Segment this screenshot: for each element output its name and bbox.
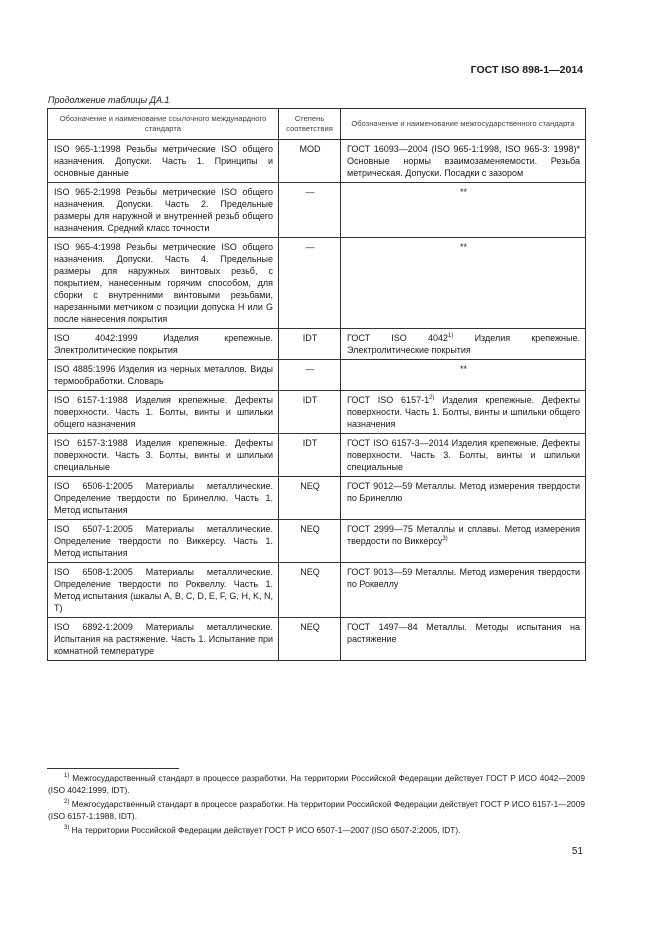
cell-gost-standard — [341, 391, 586, 434]
footnote-text: Межгосударственный стандарт в процессе разработки. На территории Российской Федерации действует ГОСТ Р ИСО 6157-1—2009 (ISO 6157-1:1988, IDT). — [48, 799, 585, 821]
cell-reference-standard: ISO 6157-3:1988 Изделия крепежные. Дефекты поверхности. Часть 3. Болты, винты и шпильки специальные — [48, 434, 279, 477]
footnote-ref: 1) — [448, 333, 454, 339]
cell-degree: IDT — [279, 391, 341, 434]
cell-degree: MOD — [279, 140, 341, 183]
cell-reference-standard: ISO 6507-1:2005 Материалы металлические. Определение твердости по Виккерсу. Часть 1. Метод испытания — [48, 520, 279, 563]
cell-degree: IDT — [279, 329, 341, 360]
cell-reference-standard: ISO 6157-1:1988 Изделия крепежные. Дефекты поверхности. Часть 1. Болты, винты и шпильки общего назначения — [48, 391, 279, 434]
cell-gost-standard: ГОСТ 16093—2004 (ISO 965-1:1998, ISO 965-3: 1998)* Основные нормы взаимозаменяемости. Резьба метрическая. Допуски. Посадки с зазором — [341, 140, 586, 183]
cell-degree: — — [279, 183, 341, 238]
cell-gost-standard: ** — [341, 360, 586, 391]
gost-text: ГОСТ ISO 4042 — [347, 333, 449, 343]
reference-standards-table — [47, 108, 586, 661]
cell-reference-standard: ISO 965-2:1998 Резьбы метрические ISO общего назначения. Допуски. Часть 2. Предельные размеры для наружной и внутренней резьб общего назначения. Средний класс точности — [48, 183, 279, 238]
table-continuation-caption: Продолжение таблицы ДА.1 — [48, 95, 170, 105]
cell-degree: NEQ — [279, 563, 341, 618]
footnote-ref: 2) — [429, 395, 435, 401]
gost-text-continued: Изделия крепежные. Дефекты поверхности. Часть 1. Болты, винты и шпильки общего назначения — [347, 395, 580, 429]
cell-gost-standard — [341, 329, 586, 360]
cell-degree: — — [279, 238, 341, 329]
cell-degree: NEQ — [279, 520, 341, 563]
cell-gost-standard: ГОСТ 1497—84 Металлы. Методы испытания на растяжение — [341, 618, 586, 661]
cell-degree: NEQ — [279, 477, 341, 520]
column-header-gost: Обозначение и наименование межгосударственного стандарта — [341, 109, 586, 140]
table-row — [48, 360, 586, 391]
cell-reference-standard: ISO 965-4:1998 Резьбы метрические ISO общего назначения. Допуски. Часть 4. Предельные размеры для наружных винтовых резьб, с покрытием, нанесенным горячим способом, для сборки с внутренними винтовыми резьбами, нарезанными метчиком с позиции допуска H или G после нанесения покрытия — [48, 238, 279, 329]
gost-text: ГОСТ 2999—75 Металлы и сплавы. Метод измерения твердости по Виккерсу — [347, 524, 580, 546]
cell-degree: IDT — [279, 434, 341, 477]
cell-gost-standard: ГОСТ 9013—59 Металлы. Метод измерения твердости по Роквеллу — [341, 563, 586, 618]
cell-reference-standard: ISO 6892-1:2009 Материалы металлические. Испытания на растяжение. Часть 1. Испытание при комнатной температуре — [48, 618, 279, 661]
cell-reference-standard: ISO 6506-1:2005 Материалы металлические. Определение твердости по Бринеллю. Часть 1. Метод испытания — [48, 477, 279, 520]
gost-text: ГОСТ ISO 6157-1 — [347, 395, 430, 405]
footnote-text: На территории Российской Федерации действует ГОСТ Р ИСО 6507-1—2007 (ISO 6507-2:2005, IDT). — [71, 825, 461, 835]
footnote-mark: 2) — [64, 799, 70, 805]
column-header-degree: Степень соответствия — [279, 109, 341, 140]
table-row — [48, 183, 586, 238]
cell-reference-standard: ISO 4885:1996 Изделия из черных металлов. Виды термообработки. Словарь — [48, 360, 279, 391]
cell-reference-standard: ISO 6508-1:2005 Материалы металлические. Определение твердости по Роквеллу. Часть 1. Метод испытания (шкалы A, B, C, D, E, F, G, H, K, N, T) — [48, 563, 279, 618]
page-number: 51 — [571, 846, 583, 857]
table-row — [48, 477, 586, 520]
cell-degree: — — [279, 360, 341, 391]
table-row — [48, 329, 586, 360]
cell-gost-standard: ** — [341, 238, 586, 329]
cell-degree: NEQ — [279, 618, 341, 661]
footnote-ref: 3) — [442, 536, 448, 542]
footnote-mark: 3) — [64, 825, 70, 831]
table-header-row — [48, 109, 586, 140]
footnote-mark: 1) — [64, 773, 70, 779]
cell-gost-standard — [341, 520, 586, 563]
table-row — [48, 520, 586, 563]
cell-gost-standard: ГОСТ 9012—59 Металлы. Метод измерения твердости по Бринеллю — [341, 477, 586, 520]
table-row — [48, 391, 586, 434]
footnote-3 — [48, 824, 585, 836]
cell-gost-standard: ГОСТ ISO 6157-3—2014 Изделия крепежные. Дефекты поверхности. Часть 3. Болты, винты и шпильки специальные — [341, 434, 586, 477]
document-id-header: ГОСТ ISO 898-1—2014 — [470, 64, 583, 76]
cell-reference-standard: ISO 4042:1999 Изделия крепежные. Электролитические покрытия — [48, 329, 279, 360]
table-row — [48, 434, 586, 477]
cell-gost-standard: ** — [341, 183, 586, 238]
gost-text-continued: Изделия крепежные. Электролитические покрытия — [347, 333, 581, 355]
table-row — [48, 563, 586, 618]
table-row — [48, 238, 586, 329]
table-row — [48, 618, 586, 661]
footnote-text: Межгосударственный стандарт в процессе разработки. На территории Российской Федерации действует ГОСТ Р ИСО 4042—2009 (ISO 4042:1999, IDT). — [48, 773, 585, 795]
footnote-separator — [47, 768, 179, 769]
footnote-2 — [48, 798, 585, 822]
footnote-1 — [48, 772, 585, 796]
column-header-reference: Обозначение и наименование ссылочного междунардного стандарта — [48, 109, 279, 140]
cell-reference-standard: ISO 965-1:1998 Резьбы метрические ISO общего назначения. Допуски. Часть 1. Принципы и основные данные — [48, 140, 279, 183]
table-row — [48, 140, 586, 183]
